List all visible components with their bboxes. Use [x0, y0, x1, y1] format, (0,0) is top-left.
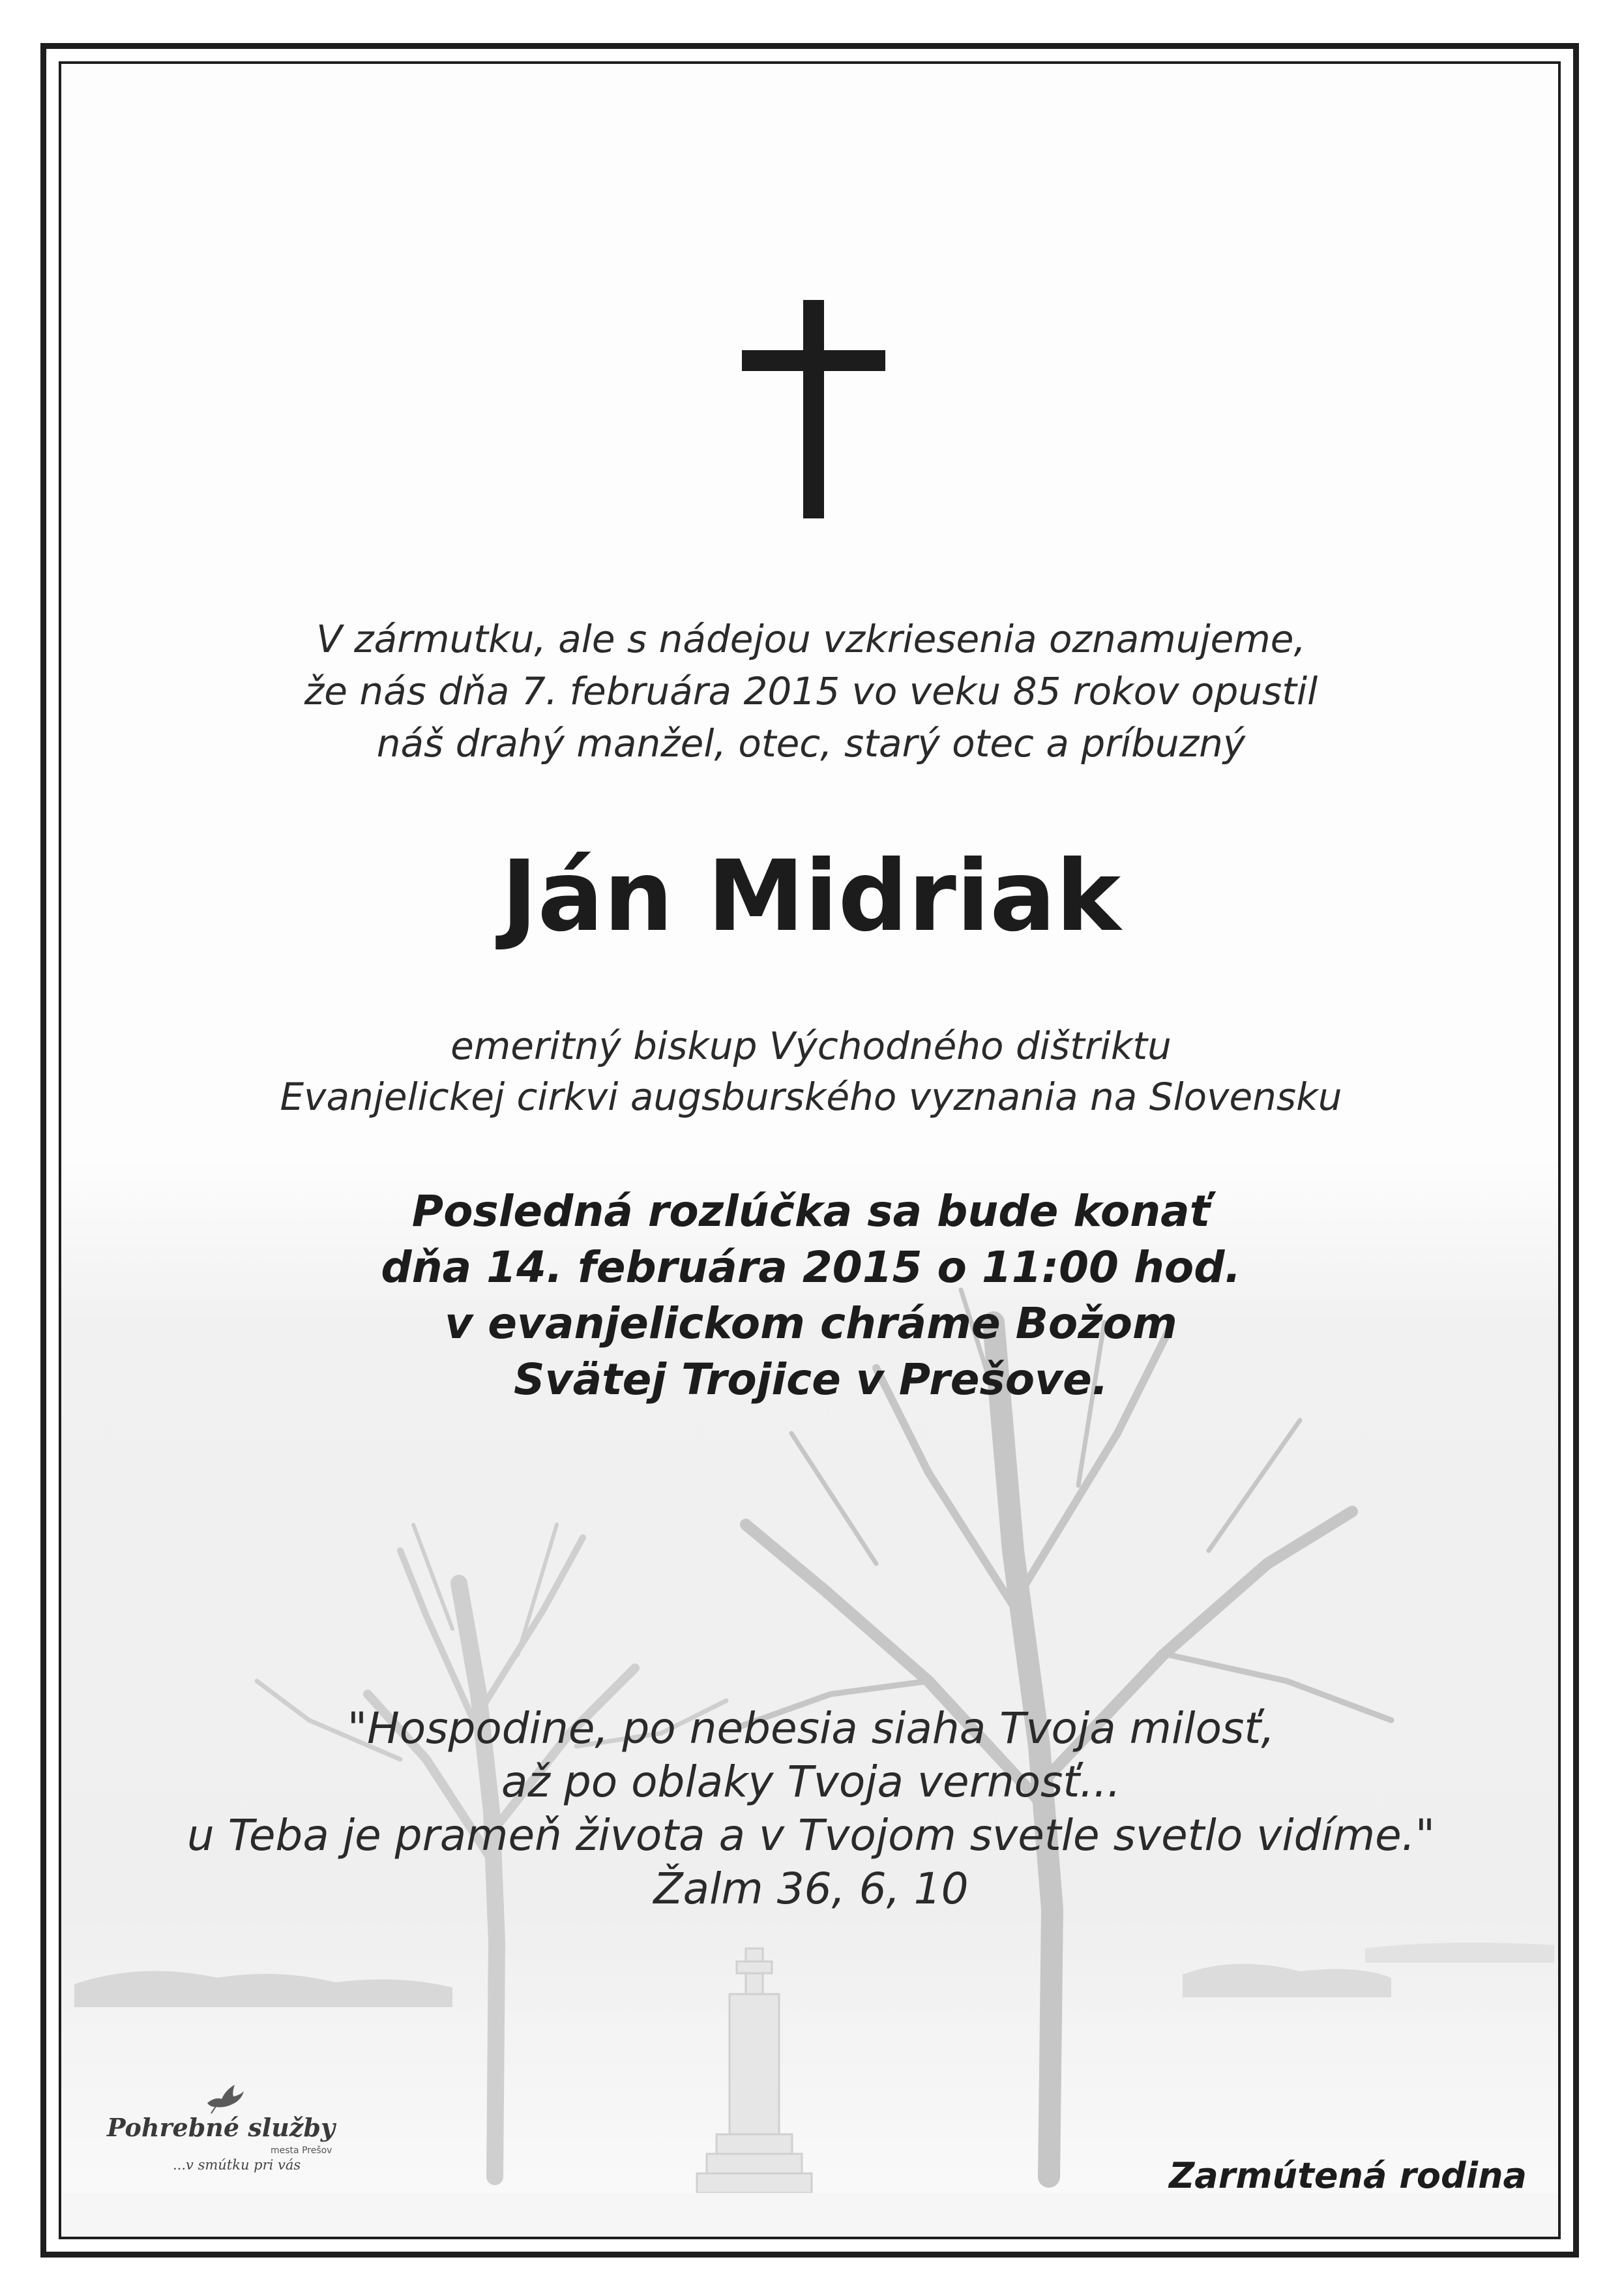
deceased-name: Ján Midriak	[501, 840, 1121, 953]
announcement-line: V zármutku, ale s nádejou vzkriesenia oznamujeme,	[316, 617, 1306, 661]
psalm-line: "Hospodine, po nebesia siaha Tvoja milosť,	[347, 1703, 1275, 1753]
logo-name: Pohrebné služby	[107, 2113, 336, 2142]
title-line: emeritný biskup Východného dištriktu	[450, 1024, 1172, 1068]
dove-icon	[202, 2077, 248, 2116]
ceremony-line: Posledná rozlúčka sa bude konať	[411, 1186, 1211, 1236]
logo-city: mesta Prešov	[271, 2145, 332, 2156]
logo-tagline: ...v smútku pri vás	[173, 2157, 301, 2173]
announcement-line: že nás dňa 7. februára 2015 vo veku 85 rokov opustil	[304, 669, 1318, 713]
ceremony-line: Svätej Trojice v Prešove.	[514, 1354, 1108, 1405]
funeral-services-logo	[104, 2077, 339, 2188]
ceremony-line: v evanjelickom chráme Božom	[445, 1298, 1177, 1349]
title-line: Evanjelickej cirkvi augsburského vyznania na Slovensku	[280, 1075, 1342, 1119]
ceremony-info	[0, 1184, 1622, 1408]
psalm-line: u Teba je prameň života a v Tvojom svetle svetlo vidíme."	[186, 1810, 1436, 1860]
announcement-text	[0, 613, 1622, 769]
deceased-title	[0, 1021, 1622, 1122]
cross-icon	[742, 300, 885, 518]
announcement-line: náš drahý manžel, otec, starý otec a príbuzný	[376, 721, 1246, 766]
signature: Zarmútená rodina	[1169, 2155, 1527, 2196]
ceremony-line: dňa 14. februára 2015 o 11:00 hod.	[381, 1242, 1241, 1292]
psalm-quote	[0, 1702, 1622, 1916]
psalm-reference: Žalm 36, 6, 10	[653, 1864, 969, 1914]
psalm-line: až po oblaky Tvoja vernosť...	[501, 1757, 1121, 1807]
